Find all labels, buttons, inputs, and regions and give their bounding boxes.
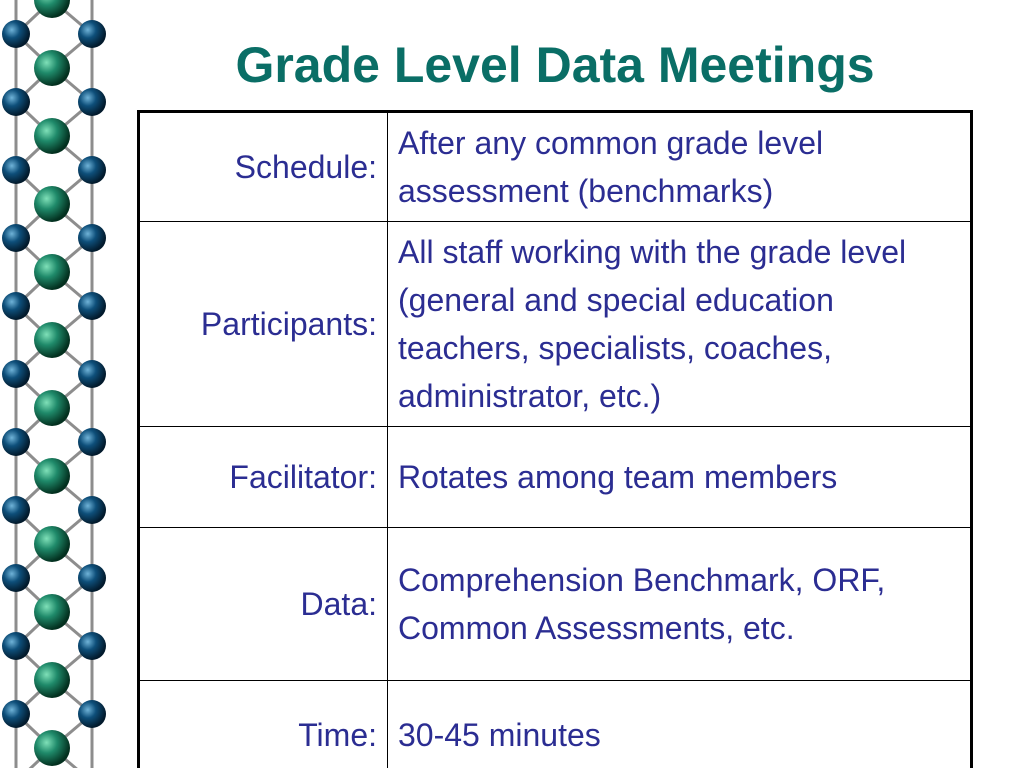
lattice-bead-icon — [78, 428, 106, 456]
lattice-bead-icon — [78, 360, 106, 388]
row-value: All staff working with the grade level (general and special education teachers, specialists, coaches, administrator, etc.) — [388, 222, 972, 427]
lattice-bead-icon — [78, 292, 106, 320]
lattice-bead-icon — [34, 0, 70, 18]
lattice-bead-icon — [78, 156, 106, 184]
lattice-bead-icon — [34, 594, 70, 630]
lattice-bead-icon — [2, 428, 30, 456]
table-row-time — [139, 681, 972, 768]
table-row-participants — [139, 222, 972, 427]
lattice-bead-icon — [78, 700, 106, 728]
lattice-bead-icon — [2, 700, 30, 728]
lattice-bead-icon — [78, 564, 106, 592]
table-row-facilitator — [139, 427, 972, 528]
lattice-bead-icon — [78, 496, 106, 524]
lattice-bead-icon — [34, 186, 70, 222]
lattice-bead-icon — [2, 156, 30, 184]
lattice-bead-icon — [2, 564, 30, 592]
row-label: Data: — [139, 528, 388, 681]
lattice-bead-icon — [2, 20, 30, 48]
lattice-bead-icon — [78, 224, 106, 252]
molecular-lattice-icon — [0, 0, 110, 768]
lattice-bead-icon — [34, 390, 70, 426]
lattice-bead-icon — [34, 254, 70, 290]
lattice-bead-icon — [2, 292, 30, 320]
lattice-bead-icon — [34, 458, 70, 494]
lattice-bead-icon — [34, 322, 70, 358]
lattice-bead-icon — [78, 20, 106, 48]
row-label: Participants: — [139, 222, 388, 427]
lattice-bead-icon — [2, 496, 30, 524]
lattice-bead-icon — [78, 632, 106, 660]
row-value: 30-45 minutes — [388, 681, 972, 768]
lattice-bead-icon — [2, 88, 30, 116]
lattice-bead-icon — [34, 50, 70, 86]
meeting-details-table — [137, 110, 973, 768]
row-value: Comprehension Benchmark, ORF, Common Assessments, etc. — [388, 528, 972, 681]
lattice-bead-icon — [34, 662, 70, 698]
lattice-bead-icon — [34, 730, 70, 766]
table-row-data — [139, 528, 972, 681]
row-label: Facilitator: — [139, 427, 388, 528]
row-value: After any common grade level assessment (benchmarks) — [388, 112, 972, 222]
lattice-bead-icon — [34, 118, 70, 154]
lattice-bead-icon — [34, 526, 70, 562]
lattice-bead-icon — [2, 224, 30, 252]
slide-title: Grade Level Data Meetings — [235, 37, 875, 93]
lattice-bead-icon — [78, 88, 106, 116]
lattice-bead-icon — [2, 632, 30, 660]
row-value: Rotates among team members — [388, 427, 972, 528]
table-row-schedule — [139, 112, 972, 222]
row-label: Time: — [139, 681, 388, 768]
lattice-bead-icon — [2, 360, 30, 388]
row-label: Schedule: — [139, 112, 388, 222]
